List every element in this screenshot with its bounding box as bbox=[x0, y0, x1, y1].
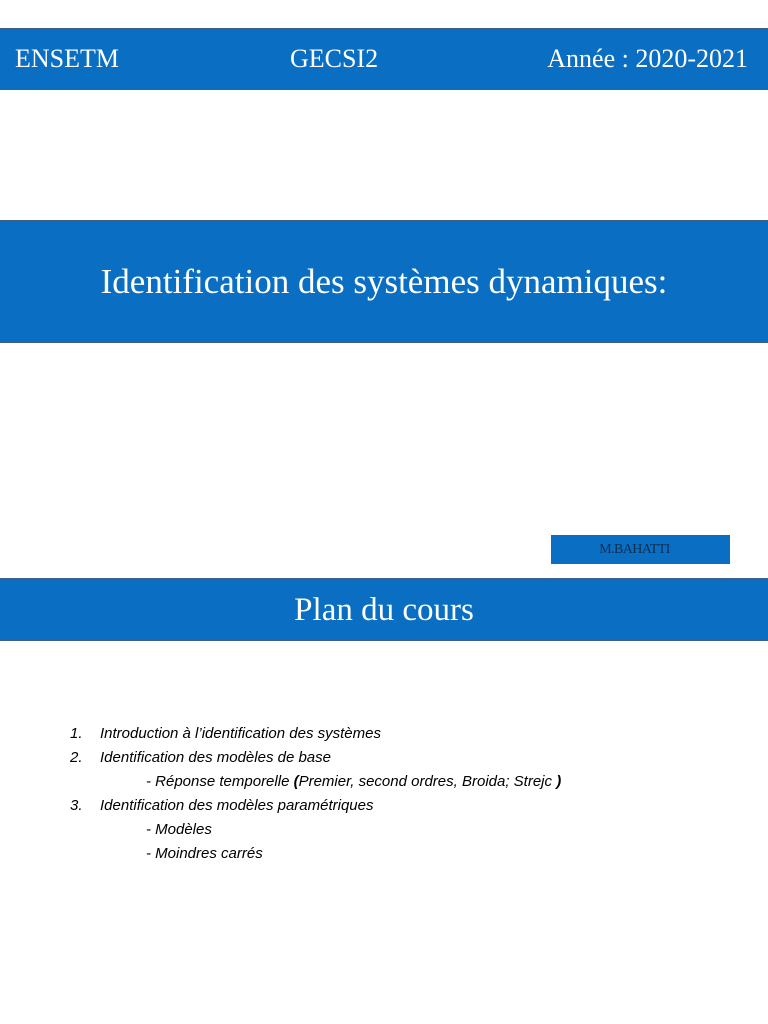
sub-item: - Moindres carrés bbox=[146, 845, 263, 862]
title-band bbox=[0, 220, 768, 343]
item-number: 2. bbox=[70, 749, 83, 766]
open-paren: ( bbox=[293, 773, 299, 790]
item-number: 1. bbox=[70, 725, 83, 742]
list-item bbox=[70, 794, 690, 818]
plan-heading: Plan du cours bbox=[294, 591, 474, 628]
class-name: GECSI2 bbox=[290, 44, 379, 73]
academic-year: Année : 2020-2021 bbox=[547, 44, 748, 73]
item-number: 3. bbox=[70, 797, 83, 814]
header-band bbox=[0, 28, 768, 90]
close-paren: ) bbox=[556, 773, 562, 790]
list-item bbox=[70, 746, 690, 770]
sub-item-inner: Premier, second ordres, Broida; Strejc bbox=[298, 773, 557, 790]
school-name: ENSETM bbox=[15, 44, 119, 73]
author-badge: M.BAHATTI bbox=[551, 535, 730, 564]
course-outline bbox=[70, 722, 690, 866]
sub-item-prefix: - Réponse temporelle bbox=[146, 773, 294, 790]
item-text: Introduction à l’identification des systèmes bbox=[100, 725, 381, 742]
sub-item bbox=[70, 770, 690, 794]
list-item bbox=[70, 722, 690, 746]
plan-band bbox=[0, 578, 768, 641]
sub-item: - Modèles bbox=[146, 821, 212, 838]
item-text: Identification des modèles de base bbox=[100, 749, 331, 766]
document-title: Identification des systèmes dynamiques: bbox=[100, 261, 668, 301]
item-text: Identification des modèles paramétriques bbox=[100, 797, 374, 814]
